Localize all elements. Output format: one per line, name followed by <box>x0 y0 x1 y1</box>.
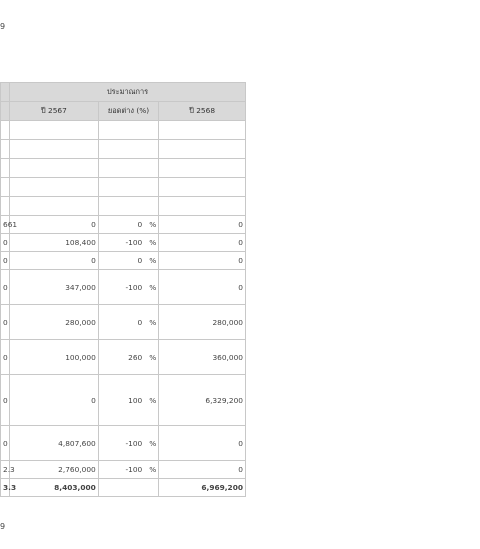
percent-sign: % <box>149 317 157 327</box>
difference-pct-cell <box>98 305 158 340</box>
difference-pct-value: -100 <box>125 465 143 474</box>
table-row <box>1 159 246 178</box>
table-row <box>1 305 246 340</box>
budget-estimate-table <box>0 82 246 497</box>
difference-pct-cell <box>98 252 158 270</box>
column-header-year-2567: ปี 2567 <box>10 102 99 121</box>
year-2567-cell: 0 <box>10 216 99 234</box>
year-2567-cell: 2,760,000 <box>10 461 99 479</box>
difference-pct-cell <box>98 121 158 140</box>
difference-pct-value: -100 <box>125 238 143 247</box>
header-spacer-cell <box>1 102 10 121</box>
year-2567-cell <box>10 197 99 216</box>
group-header-row <box>1 83 246 102</box>
total-difference-pct-cell <box>98 479 158 497</box>
year-2567-cell: 100,000 <box>10 340 99 375</box>
total-year-2567-cell: 8,403,000 <box>10 479 99 497</box>
table-row <box>1 140 246 159</box>
difference-pct-value: 0 <box>137 317 143 327</box>
budget-estimate-table-wrapper <box>0 82 246 497</box>
column-header-difference-pct: ยอดต่าง (%) <box>98 102 158 121</box>
difference-pct-cell <box>98 216 158 234</box>
year-2568-cell: 0 <box>159 216 246 234</box>
column-header-row <box>1 102 246 121</box>
percent-sign: % <box>149 238 157 247</box>
page-bottom-number: 9 <box>0 522 6 531</box>
total-row <box>1 479 246 497</box>
year-2568-cell: 0 <box>159 270 246 305</box>
year-2567-cell: 347,000 <box>10 270 99 305</box>
difference-pct-cell <box>98 234 158 252</box>
difference-pct-value: 100 <box>128 395 143 405</box>
table-row <box>1 234 246 252</box>
difference-pct-cell <box>98 159 158 178</box>
truncated-prev-value-cell: 0 <box>1 252 10 270</box>
truncated-prev-value-cell: 661 <box>1 216 10 234</box>
difference-pct-cell <box>98 270 158 305</box>
table-row <box>1 340 246 375</box>
year-2568-cell: 0 <box>159 234 246 252</box>
truncated-prev-value-cell <box>1 121 10 140</box>
year-2567-cell <box>10 121 99 140</box>
year-2567-cell: 0 <box>10 375 99 426</box>
difference-pct-cell <box>98 178 158 197</box>
truncated-prev-value-cell: 0 <box>1 340 10 375</box>
difference-pct-value: -100 <box>125 282 143 292</box>
difference-pct-value: 0 <box>137 256 143 265</box>
percent-sign: % <box>149 395 157 405</box>
header-spacer-cell <box>1 83 10 102</box>
truncated-prev-value-cell <box>1 197 10 216</box>
truncated-prev-value-cell: 0 <box>1 270 10 305</box>
difference-pct-cell <box>98 375 158 426</box>
year-2568-cell <box>159 178 246 197</box>
year-2567-cell <box>10 159 99 178</box>
truncated-prev-value-cell <box>1 140 10 159</box>
total-year-2568-cell: 6,969,200 <box>159 479 246 497</box>
estimate-group-header: ประมาณการ <box>10 83 246 102</box>
year-2568-cell: 0 <box>159 252 246 270</box>
percent-sign: % <box>149 256 157 265</box>
difference-pct-value: 0 <box>137 220 143 229</box>
table-row <box>1 426 246 461</box>
difference-pct-cell <box>98 340 158 375</box>
difference-pct-cell <box>98 197 158 216</box>
year-2568-cell: 280,000 <box>159 305 246 340</box>
year-2567-cell: 108,400 <box>10 234 99 252</box>
percent-sign: % <box>149 438 157 448</box>
truncated-prev-value-cell: 0 <box>1 305 10 340</box>
difference-pct-cell <box>98 461 158 479</box>
difference-pct-cell <box>98 140 158 159</box>
percent-sign: % <box>149 465 157 474</box>
table-body <box>1 121 246 497</box>
difference-pct-cell <box>98 426 158 461</box>
page-top-number: 9 <box>0 22 6 31</box>
truncated-prev-value-cell <box>1 178 10 197</box>
year-2567-cell <box>10 178 99 197</box>
year-2568-cell <box>159 140 246 159</box>
year-2568-cell <box>159 159 246 178</box>
table-row <box>1 375 246 426</box>
year-2568-cell <box>159 197 246 216</box>
year-2567-cell: 4,807,600 <box>10 426 99 461</box>
truncated-prev-value-cell: 2.3 <box>1 461 10 479</box>
table-row <box>1 216 246 234</box>
year-2567-cell: 280,000 <box>10 305 99 340</box>
table-row <box>1 121 246 140</box>
percent-sign: % <box>149 282 157 292</box>
table-row <box>1 197 246 216</box>
truncated-prev-value-cell: 0 <box>1 234 10 252</box>
year-2568-cell: 0 <box>159 461 246 479</box>
table-row <box>1 178 246 197</box>
year-2568-cell: 360,000 <box>159 340 246 375</box>
table-row <box>1 252 246 270</box>
year-2567-cell <box>10 140 99 159</box>
table-row <box>1 270 246 305</box>
year-2568-cell: 0 <box>159 426 246 461</box>
year-2567-cell: 0 <box>10 252 99 270</box>
truncated-prev-value-cell: 0 <box>1 426 10 461</box>
difference-pct-value: -100 <box>125 438 143 448</box>
total-truncated-prev-value-cell: 3.3 <box>1 479 10 497</box>
year-2568-cell <box>159 121 246 140</box>
table-row <box>1 461 246 479</box>
truncated-prev-value-cell <box>1 159 10 178</box>
year-2568-cell: 6,329,200 <box>159 375 246 426</box>
percent-sign: % <box>149 220 157 229</box>
truncated-prev-value-cell: 0 <box>1 375 10 426</box>
column-header-year-2568: ปี 2568 <box>159 102 246 121</box>
percent-sign: % <box>149 352 157 362</box>
difference-pct-value: 260 <box>128 352 143 362</box>
